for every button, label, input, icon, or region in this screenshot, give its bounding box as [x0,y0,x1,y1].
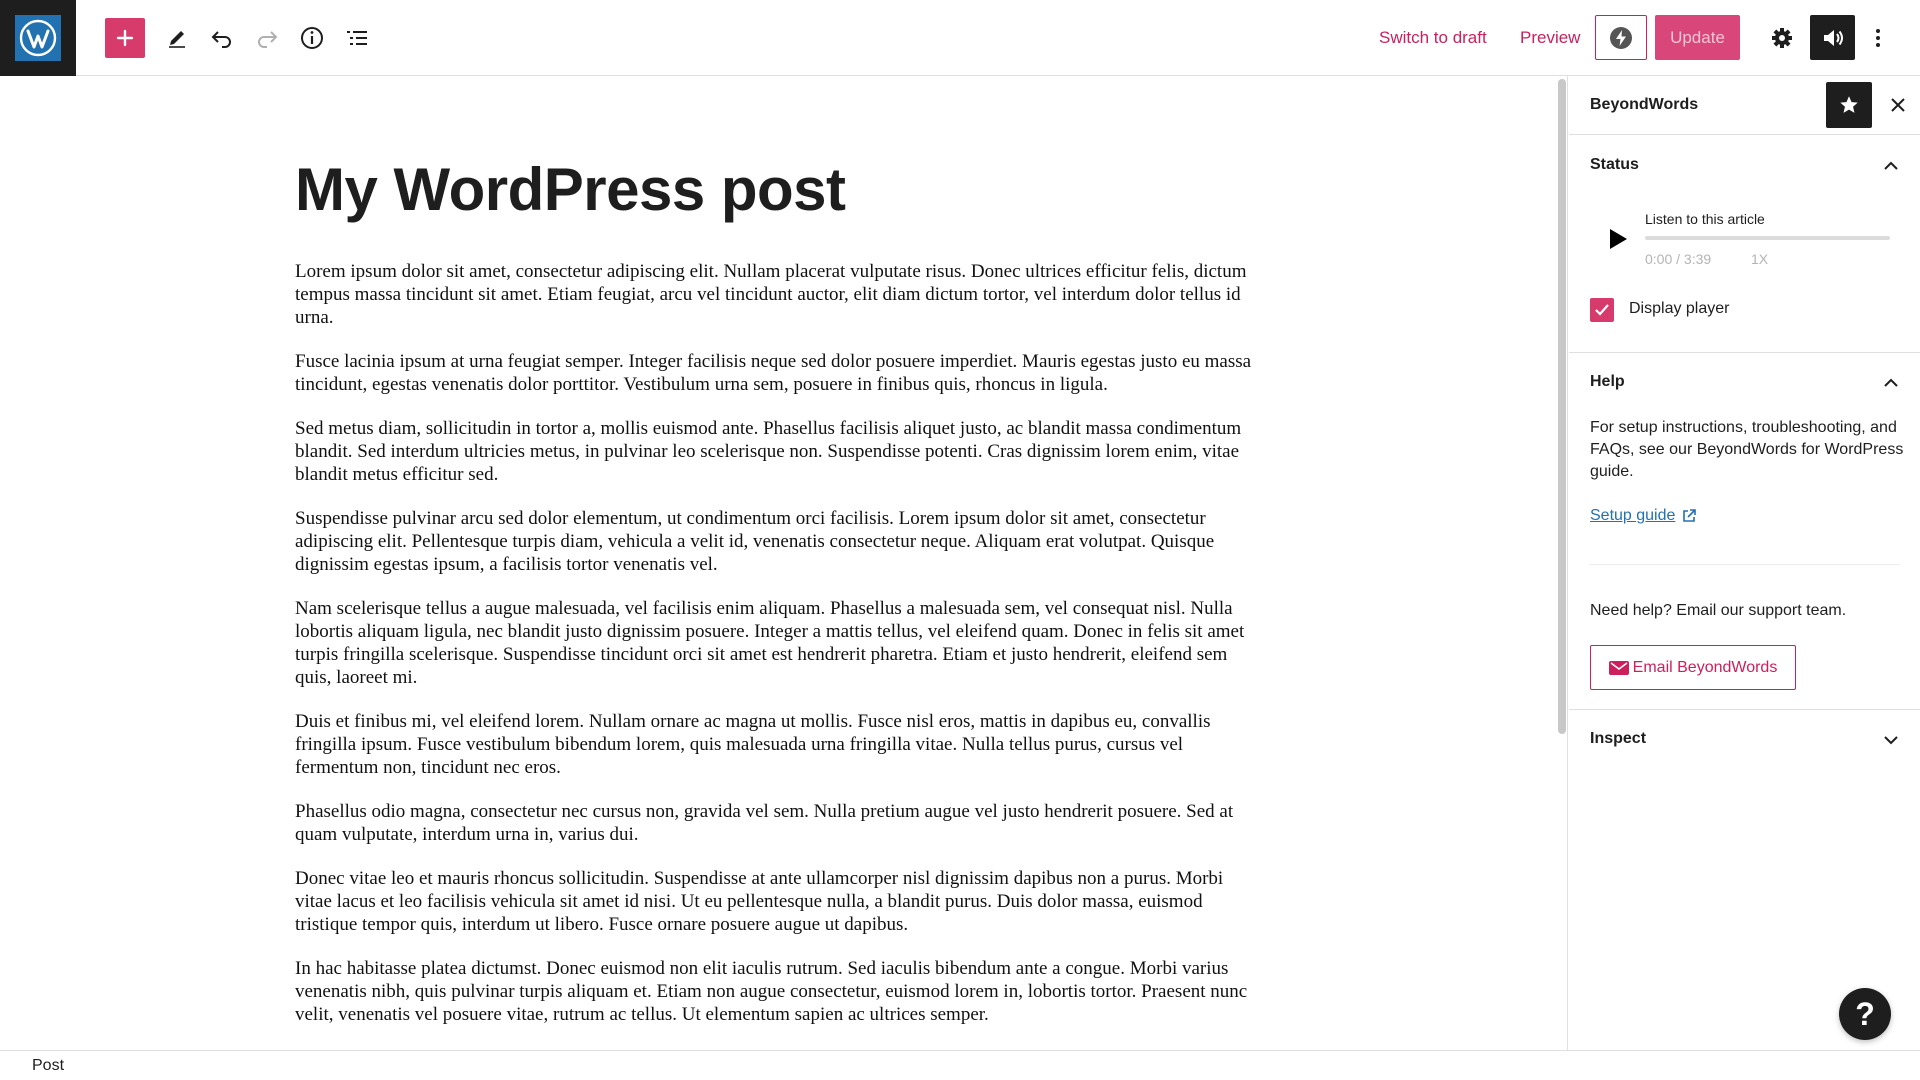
breadcrumb-post[interactable]: Post [32,1057,65,1074]
paragraph-block[interactable]: Donec vitae leo et mauris rhoncus sollicitudin. Suspendisse at ante ullamcorper nisl dignissim dapibus non a purus. Morbi vitae lacus et leo facilisis vehicula sit amet id nisi. Ut eu pellentesque nulla, a blandit purus. Duis dolor massa, euismod tristique tempor quis, interdum ut libero. Fusce ornare posuere augue ut dapibus. [295,868,1224,935]
paragraph-block[interactable]: Fusce lacinia ipsum at urna feugiat semper. Integer facilisis neque sed dolor posuere imperdiet. Mauris egestas justo eu massa tincidunt, egestas venenatis dolor porttitor. Vestibulum urna sem, posuere in finibus quis, rhoncus in ligula. [295,351,1252,395]
switch-to-draft-button[interactable]: Switch to draft [1379,28,1487,47]
play-icon [1607,227,1629,251]
wordpress-logo-button[interactable] [0,0,76,76]
player-progress-bar[interactable] [1645,236,1890,240]
paragraph-block[interactable]: Sed metus diam, sollicitudin in tortor a, mollis euismod ante. Phasellus facilisis aliquet justo, ac blandit massa condimentum blandit. Sed interdum ultricies metus, in pulvinar leo scelerisque non. Suspendisse potenti. Cras dignissim lorem enim, vitae blandit metus efficitur sed. [295,418,1242,485]
preview-button[interactable]: Preview [1520,28,1581,47]
undo-icon [209,25,235,51]
editor-canvas [0,76,1554,1050]
play-button[interactable] [1601,222,1635,256]
beyondwords-plugin-button[interactable] [1810,15,1855,60]
star-icon [1838,94,1860,116]
pencil-icon [165,26,189,50]
tools-pencil-button[interactable] [157,18,197,58]
editor-footer [0,1050,1920,1080]
editor-scrollbar[interactable] [1554,76,1568,1050]
add-block-button[interactable] [105,18,145,58]
inspect-panel-toggle[interactable] [1569,710,1920,770]
setup-guide-link[interactable] [1590,507,1697,525]
options-menu-button[interactable] [1858,18,1898,58]
close-icon [1890,97,1906,113]
player-title: Listen to this article [1645,211,1765,227]
chevron-up-icon [1879,371,1903,395]
pin-plugin-button[interactable] [1826,82,1872,128]
paragraph-block[interactable]: Lorem ipsum dolor sit amet, consectetur adipiscing elit. Nullam placerat vulputate risus. Donec ultrices efficitur felis, dictum tempus massa tincidunt sit amet. Etiam feugiat, arcu vel tincidunt auctor, elit diam dictum tortor, vel interdum dolor tellus id urna. [295,261,1247,328]
redo-button[interactable] [247,18,287,58]
editor-toolbar [0,0,1920,76]
chevron-down-icon [1879,728,1903,752]
scrollbar-thumb[interactable] [1558,79,1566,734]
redo-icon [254,25,280,51]
details-button[interactable] [292,18,332,58]
speaker-icon [1820,25,1846,51]
inspect-panel-heading: Inspect [1590,730,1647,747]
chevron-up-icon [1879,154,1903,178]
display-player-checkbox[interactable] [1590,298,1614,322]
list-view-button[interactable] [337,18,377,58]
paragraph-block[interactable]: In hac habitasse platea dictumst. Donec euismod non elit iaculis rutrum. Sed iaculis bibendum ante a congue. Morbi varius venenatis nibh, quis pulvinar turpis aliquam et. Etiam non augue consectetur, euismod lorem in, lobortis tortor. Praesent nunc velit, venenatis vel posuere vitae, rutrum ac tellus. Ut elementum sapien ac ultrices semper. [295,958,1248,1025]
paragraph-block[interactable]: Nam scelerisque tellus a augue malesuada, vel facilisis enim aliquam. Phasellus a malesuada sem, vel consequat nisl. Nulla lobortis aliquam ligula, nec blandit justo dignissim posuere. Integer a mattis tellus, vel eleifend quam. Donec in felis sit amet turpis fringilla scelerisque. Suspendisse tincidunt orci sit amet est hendrerit pharetra. Etiam et justo hendrerit, eleifend sem quis, laoreet mi. [295,598,1245,688]
settings-button[interactable] [1762,18,1802,58]
sidebar-header [1569,76,1920,135]
lightning-icon [1608,25,1634,51]
jetpack-button[interactable] [1595,15,1647,60]
update-button[interactable]: Update [1655,15,1740,60]
help-divider [1590,564,1900,565]
help-panel-toggle[interactable] [1569,353,1920,413]
list-view-icon [344,25,370,51]
email-support-button[interactable] [1590,645,1796,690]
sidebar-title: BeyondWords [1590,96,1699,113]
paragraph-block[interactable]: Suspendisse pulvinar arcu sed dolor elementum, ut condimentum orci facilisis. Lorem ipsum dolor sit amet, consectetur adipiscing elit. Pellentesque turpis diam, vehicula a velit id, venenatis consectetur neque. Aliquam erat volutpat. Quisque dignissim egestas ipsum, a facilisis tortor venenatis vel. [295,508,1215,575]
plugin-sidebar [1569,76,1920,1050]
gear-icon [1770,26,1794,50]
wordpress-icon [15,15,61,61]
envelope-icon [1609,660,1629,676]
checkmark-icon [1594,303,1610,317]
help-description: For setup instructions, troubleshooting, and FAQs, see our BeyondWords for WordPress guide. [1590,419,1904,480]
post-title[interactable]: My WordPress post [295,156,846,223]
paragraph-block[interactable]: Phasellus odio magna, consectetur nec cursus non, gravida vel sem. Nulla pretium augue vel justo hendrerit posuere. Sed at quam vulputate, interdum urna in, varius dui. [295,801,1234,845]
plus-icon [115,28,135,48]
help-button[interactable]: ? [1839,988,1891,1040]
more-vertical-icon [1874,26,1882,50]
paragraph-block[interactable]: Duis et finibus mi, vel eleifend lorem. Nullam ornare ac magna ut mollis. Fusce nisl eros, mattis in dapibus eu, convallis fringilla ipsum. Fusce vestibulum bibendum lorem, quis malesuada urna fringilla vitae. Nulla tellus purus, cursus vel fermentum non, tincidunt nec eros. [295,711,1211,778]
display-player-label[interactable]: Display player [1629,300,1730,317]
status-panel-heading: Status [1590,156,1639,173]
undo-button[interactable] [202,18,242,58]
player-speed-button[interactable]: 1X [1751,251,1769,267]
setup-guide-label: Setup guide [1590,507,1676,524]
post-content [295,260,1260,1047]
email-button-label: Email BeyondWords [1632,658,1778,676]
help-panel-heading: Help [1590,373,1625,390]
support-text: Need help? Email our support team. [1590,602,1847,619]
external-link-icon [1681,508,1697,524]
player-time: 0:00 / 3:39 [1645,251,1712,267]
close-sidebar-button[interactable] [1881,88,1915,122]
status-panel-toggle[interactable] [1569,136,1920,196]
info-icon [299,25,325,51]
